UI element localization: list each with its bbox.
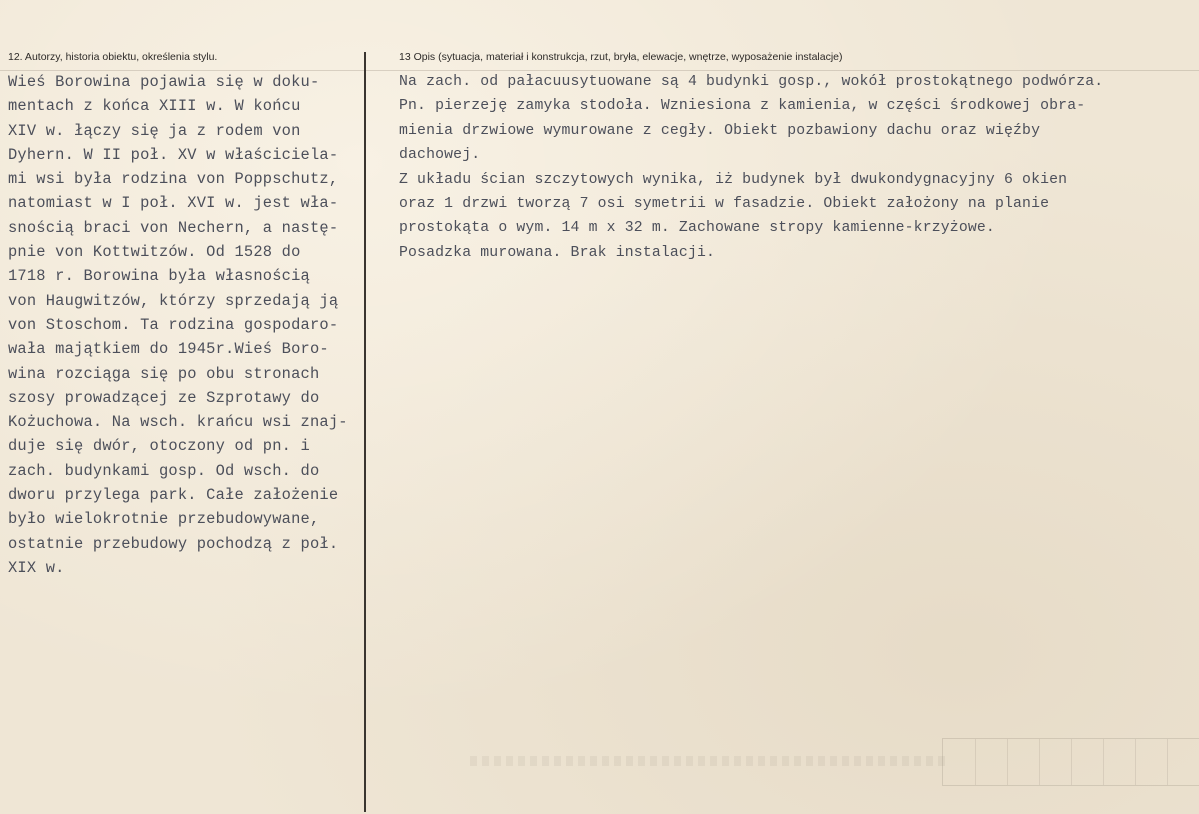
- field-13-text: Na zach. od pałacuusytuowane są 4 budynki gosp., wokół prostokątnego podwórza. Pn. pierzeję zamyka stodoła. Wzniesiona z kamienia, w części środkowej obra- mienia drzwiowe wymurowane z cegły. Obiekt pozbawiony dachu oraz więźby dachowej. Z układu ścian szczytowych wynika, iż budynek był dwukondygnacyjny 6 okien oraz 1 drzwi tworzą 7 osi symetrii w fasadzie. Obiekt założony na planie prostokąta o wym. 14 m x 32 m. Zachowane stropy kamienne-krzyżowe. Posadzka murowana. Brak instalacji.: [399, 74, 1104, 261]
- faint-grid-stamp: [942, 738, 1199, 786]
- field-12-label: 12. Autorzy, historia obiektu, określenia stylu.: [8, 51, 218, 63]
- field-12-text: Wieś Borowina pojawia się w doku- mentach z końca XIII w. W końcu XIV w. łączy się ja z rodem von Dyhern. W II poł. XV w właściciela- mi wsi była rodzina von Poppschutz, natomiast w I poł. XVI w. jest wła- snością braci von Nechern, a nastę- pnie von Kottwitzów. Od 1528 do 1718 r. Borowina była własnością von Haugwitzów, którzy sprzedają ją von Stoschom. Ta rodzina gospodaro- wała majątkiem do 1945r.Wieś Boro- wina rozciąga się po obu stronach szosy prowadzącej ze Szprotawy do Kożuchowa. Na wsch. krańcu wsi znaj- duje się dwór, otoczony od pn. i zach. budynkami gosp. Od wsch. do dworu przylega park. Całe założenie było wielokrotnie przebudowywane, ostatnie przebudowy pochodzą z poł. XIX w.: [8, 73, 348, 577]
- column-divider: [364, 52, 366, 812]
- field-13-label: 13 Opis (sytuacja, materiał i konstrukcja, rzut, bryła, elewacje, wnętrze, wyposażenie instalacje): [399, 51, 843, 63]
- bleed-through-marks: [470, 756, 950, 766]
